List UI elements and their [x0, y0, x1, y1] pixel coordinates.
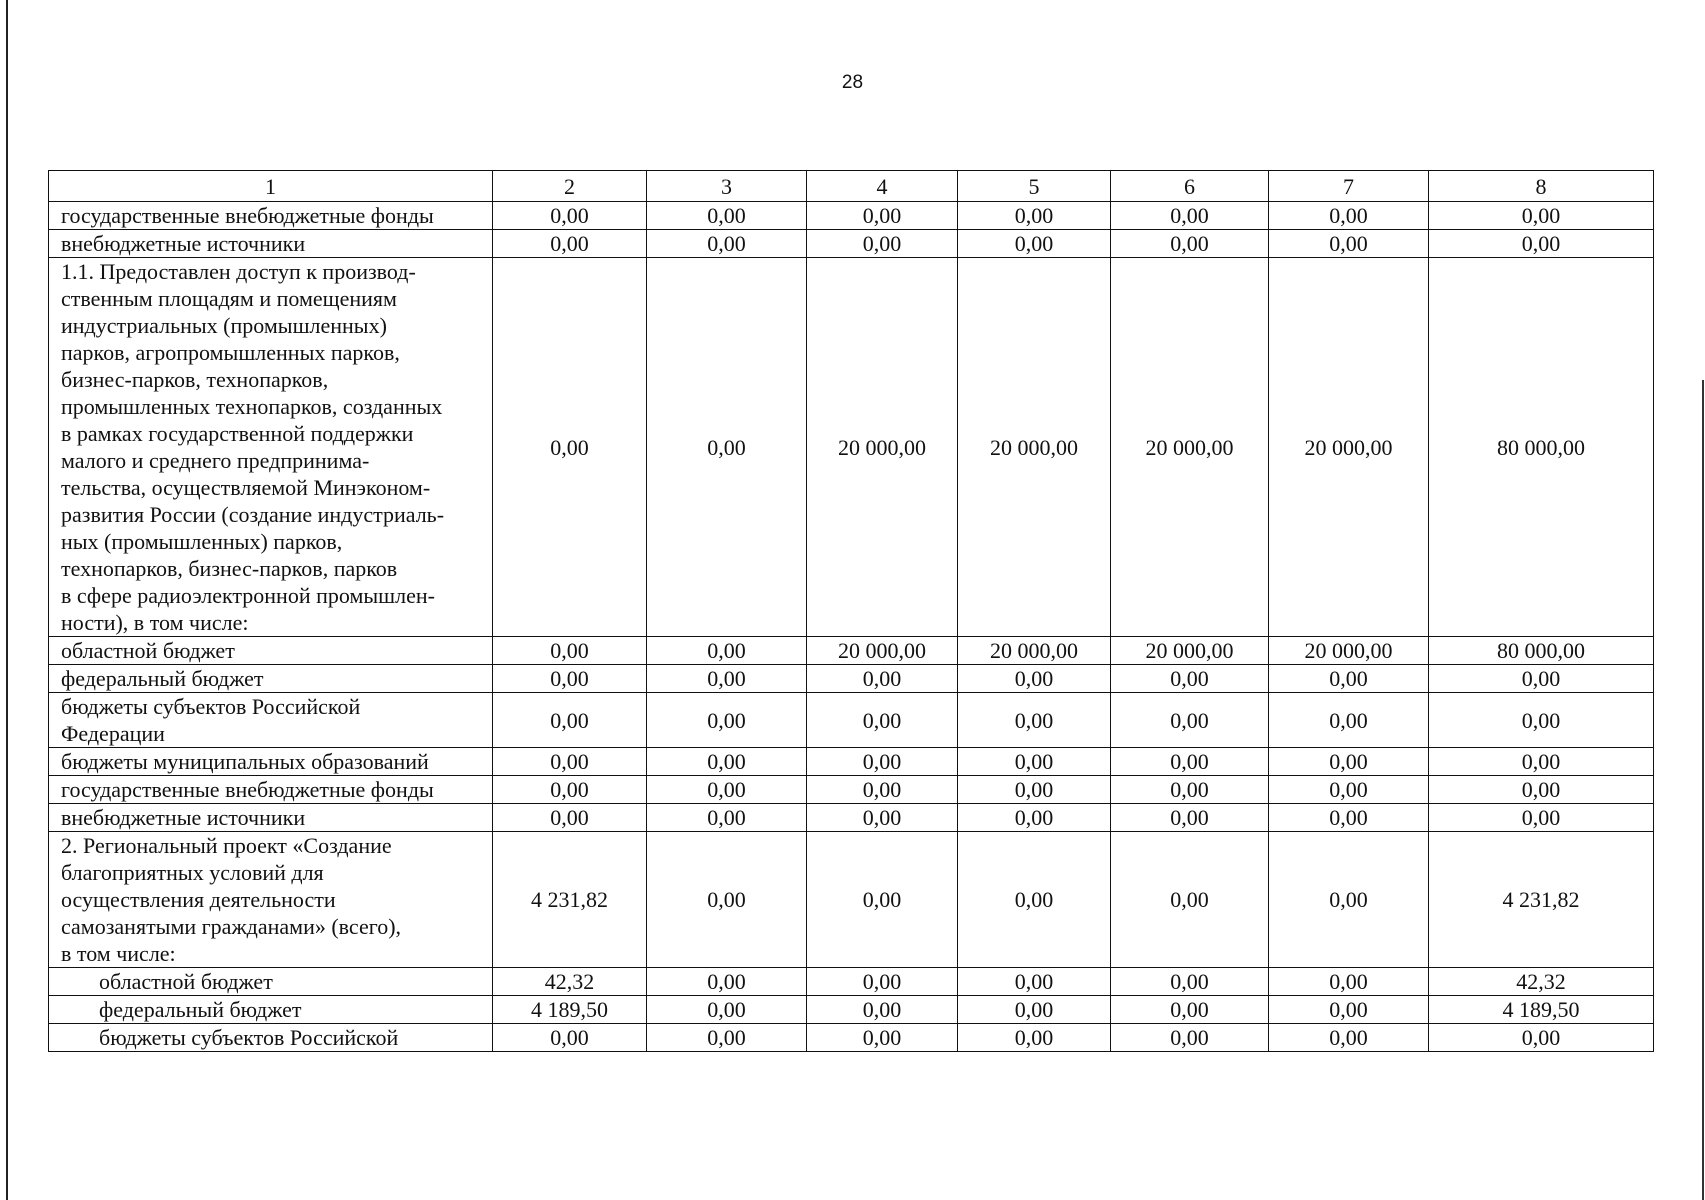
value-cell: 20 000,00 — [807, 258, 958, 637]
table-row — [49, 996, 1654, 1024]
value-cell: 0,00 — [958, 1024, 1111, 1052]
value-cell: 0,00 — [958, 665, 1111, 693]
value-cell: 0,00 — [1111, 804, 1269, 832]
table-row — [49, 804, 1654, 832]
column-header: 6 — [1111, 171, 1269, 202]
value-cell: 0,00 — [647, 832, 807, 968]
scan-border-right — [1702, 380, 1704, 1200]
row-label: государственные внебюджетные фонды — [49, 202, 493, 230]
row-label-line: индустриальных (промышленных) — [61, 313, 387, 338]
value-cell: 20 000,00 — [958, 637, 1111, 665]
value-cell: 0,00 — [647, 637, 807, 665]
row-label-line: промышленных технопарков, созданных — [61, 394, 443, 419]
row-label-line: осуществления деятельности — [61, 887, 336, 912]
value-cell: 0,00 — [807, 968, 958, 996]
value-cell: 0,00 — [1111, 968, 1269, 996]
row-label-line: бюджеты субъектов Российской — [61, 694, 361, 719]
row-label-line: развития России (создание индустриаль- — [61, 502, 445, 527]
value-cell: 0,00 — [807, 1024, 958, 1052]
value-cell: 0,00 — [807, 804, 958, 832]
table-row — [49, 1024, 1654, 1052]
value-cell: 0,00 — [647, 693, 807, 748]
value-cell: 20 000,00 — [958, 258, 1111, 637]
row-label: федеральный бюджет — [49, 996, 493, 1024]
value-cell: 4 189,50 — [1429, 996, 1654, 1024]
row-label-line: самозанятыми гражданами» (всего), — [61, 914, 402, 939]
value-cell: 0,00 — [1111, 832, 1269, 968]
value-cell: 0,00 — [1429, 665, 1654, 693]
value-cell: 80 000,00 — [1429, 258, 1654, 637]
value-cell: 0,00 — [958, 832, 1111, 968]
value-cell: 0,00 — [1429, 230, 1654, 258]
row-label: областной бюджет — [49, 968, 493, 996]
value-cell: 0,00 — [493, 230, 647, 258]
row-label — [49, 693, 493, 748]
column-header: 3 — [647, 171, 807, 202]
value-cell: 0,00 — [958, 968, 1111, 996]
table-row — [49, 258, 1654, 637]
row-label-line: 1.1. Предоставлен доступ к производ- — [61, 259, 416, 284]
row-label: федеральный бюджет — [49, 665, 493, 693]
value-cell: 42,32 — [493, 968, 647, 996]
table-row — [49, 202, 1654, 230]
row-label: внебюджетные источники — [49, 804, 493, 832]
column-header: 5 — [958, 171, 1111, 202]
value-cell: 42,32 — [1429, 968, 1654, 996]
value-cell: 0,00 — [958, 748, 1111, 776]
value-cell: 0,00 — [958, 202, 1111, 230]
row-label: бюджеты субъектов Российской — [49, 1024, 493, 1052]
value-cell: 0,00 — [493, 693, 647, 748]
value-cell: 0,00 — [1111, 996, 1269, 1024]
value-cell: 0,00 — [807, 832, 958, 968]
value-cell: 0,00 — [647, 258, 807, 637]
value-cell: 0,00 — [1269, 832, 1429, 968]
value-cell: 0,00 — [647, 968, 807, 996]
row-label-line: ственным площадям и помещениям — [61, 286, 397, 311]
value-cell: 0,00 — [1429, 748, 1654, 776]
value-cell: 20 000,00 — [1111, 637, 1269, 665]
column-header: 1 — [49, 171, 493, 202]
value-cell: 0,00 — [647, 776, 807, 804]
value-cell: 0,00 — [807, 748, 958, 776]
value-cell: 0,00 — [1269, 776, 1429, 804]
row-label-line: парков, агропромышленных парков, — [61, 340, 400, 365]
table-row — [49, 637, 1654, 665]
table-row — [49, 665, 1654, 693]
value-cell: 0,00 — [1111, 230, 1269, 258]
table-row — [49, 776, 1654, 804]
value-cell: 20 000,00 — [807, 637, 958, 665]
budget-table-body — [49, 171, 1654, 1052]
table-row — [49, 968, 1654, 996]
page-number: 28 — [841, 72, 864, 93]
table-header-row — [49, 171, 1654, 202]
row-label-line: ных (промышленных) парков, — [61, 529, 343, 554]
value-cell: 0,00 — [807, 202, 958, 230]
value-cell: 0,00 — [1269, 1024, 1429, 1052]
table-row — [49, 230, 1654, 258]
value-cell: 20 000,00 — [1269, 258, 1429, 637]
row-label-line: технопарков, бизнес-парков, парков — [61, 556, 398, 581]
column-header: 4 — [807, 171, 958, 202]
row-label-line: Федерации — [61, 721, 165, 746]
value-cell: 0,00 — [647, 996, 807, 1024]
value-cell: 0,00 — [807, 665, 958, 693]
value-cell: 0,00 — [493, 1024, 647, 1052]
value-cell: 0,00 — [1429, 202, 1654, 230]
value-cell: 0,00 — [807, 996, 958, 1024]
row-label: внебюджетные источники — [49, 230, 493, 258]
row-label: бюджеты муниципальных образований — [49, 748, 493, 776]
value-cell: 20 000,00 — [1111, 258, 1269, 637]
value-cell: 0,00 — [1111, 1024, 1269, 1052]
value-cell: 20 000,00 — [1269, 637, 1429, 665]
value-cell: 0,00 — [1111, 665, 1269, 693]
value-cell: 0,00 — [493, 748, 647, 776]
value-cell: 0,00 — [1429, 776, 1654, 804]
value-cell: 0,00 — [647, 748, 807, 776]
row-label-line: 2. Региональный проект «Создание — [61, 833, 392, 858]
row-label-line: ности), в том числе: — [61, 610, 249, 635]
value-cell: 0,00 — [1111, 202, 1269, 230]
scan-border-left — [6, 0, 8, 1200]
value-cell: 0,00 — [1111, 693, 1269, 748]
value-cell: 0,00 — [493, 665, 647, 693]
value-cell: 0,00 — [807, 230, 958, 258]
value-cell: 0,00 — [1269, 996, 1429, 1024]
value-cell: 0,00 — [1269, 693, 1429, 748]
value-cell: 4 231,82 — [493, 832, 647, 968]
value-cell: 0,00 — [958, 693, 1111, 748]
row-label-line: бизнес-парков, технопарков, — [61, 367, 329, 392]
row-label — [49, 258, 493, 637]
value-cell: 0,00 — [647, 1024, 807, 1052]
value-cell: 0,00 — [958, 804, 1111, 832]
table-row — [49, 832, 1654, 968]
row-label-line: малого и среднего предпринима- — [61, 448, 370, 473]
value-cell: 0,00 — [1269, 230, 1429, 258]
value-cell: 0,00 — [1429, 1024, 1654, 1052]
value-cell: 0,00 — [1429, 804, 1654, 832]
value-cell: 0,00 — [1269, 968, 1429, 996]
value-cell: 0,00 — [647, 202, 807, 230]
value-cell: 0,00 — [1429, 693, 1654, 748]
row-label: областной бюджет — [49, 637, 493, 665]
table-row — [49, 693, 1654, 748]
column-header: 2 — [493, 171, 647, 202]
value-cell: 0,00 — [1269, 202, 1429, 230]
value-cell: 4 231,82 — [1429, 832, 1654, 968]
value-cell: 0,00 — [958, 230, 1111, 258]
value-cell: 80 000,00 — [1429, 637, 1654, 665]
value-cell: 4 189,50 — [493, 996, 647, 1024]
value-cell: 0,00 — [807, 776, 958, 804]
row-label-line: в том числе: — [61, 941, 176, 966]
value-cell: 0,00 — [958, 996, 1111, 1024]
budget-table — [48, 170, 1654, 1052]
value-cell: 0,00 — [647, 665, 807, 693]
row-label-line: в рамках государственной поддержки — [61, 421, 414, 446]
value-cell: 0,00 — [1269, 665, 1429, 693]
value-cell: 0,00 — [493, 776, 647, 804]
row-label — [49, 832, 493, 968]
value-cell: 0,00 — [493, 202, 647, 230]
value-cell: 0,00 — [647, 230, 807, 258]
value-cell: 0,00 — [1269, 748, 1429, 776]
value-cell: 0,00 — [1269, 804, 1429, 832]
column-header: 7 — [1269, 171, 1429, 202]
table-row — [49, 748, 1654, 776]
column-header: 8 — [1429, 171, 1654, 202]
row-label-line: тельства, осуществляемой Минэконом- — [61, 475, 431, 500]
value-cell: 0,00 — [647, 804, 807, 832]
value-cell: 0,00 — [1111, 748, 1269, 776]
value-cell: 0,00 — [493, 637, 647, 665]
value-cell: 0,00 — [493, 804, 647, 832]
value-cell: 0,00 — [1111, 776, 1269, 804]
row-label-line: благоприятных условий для — [61, 860, 324, 885]
value-cell: 0,00 — [807, 693, 958, 748]
row-label: государственные внебюджетные фонды — [49, 776, 493, 804]
row-label-line: в сфере радиоэлектронной промышлен- — [61, 583, 435, 608]
value-cell: 0,00 — [493, 258, 647, 637]
value-cell: 0,00 — [958, 776, 1111, 804]
